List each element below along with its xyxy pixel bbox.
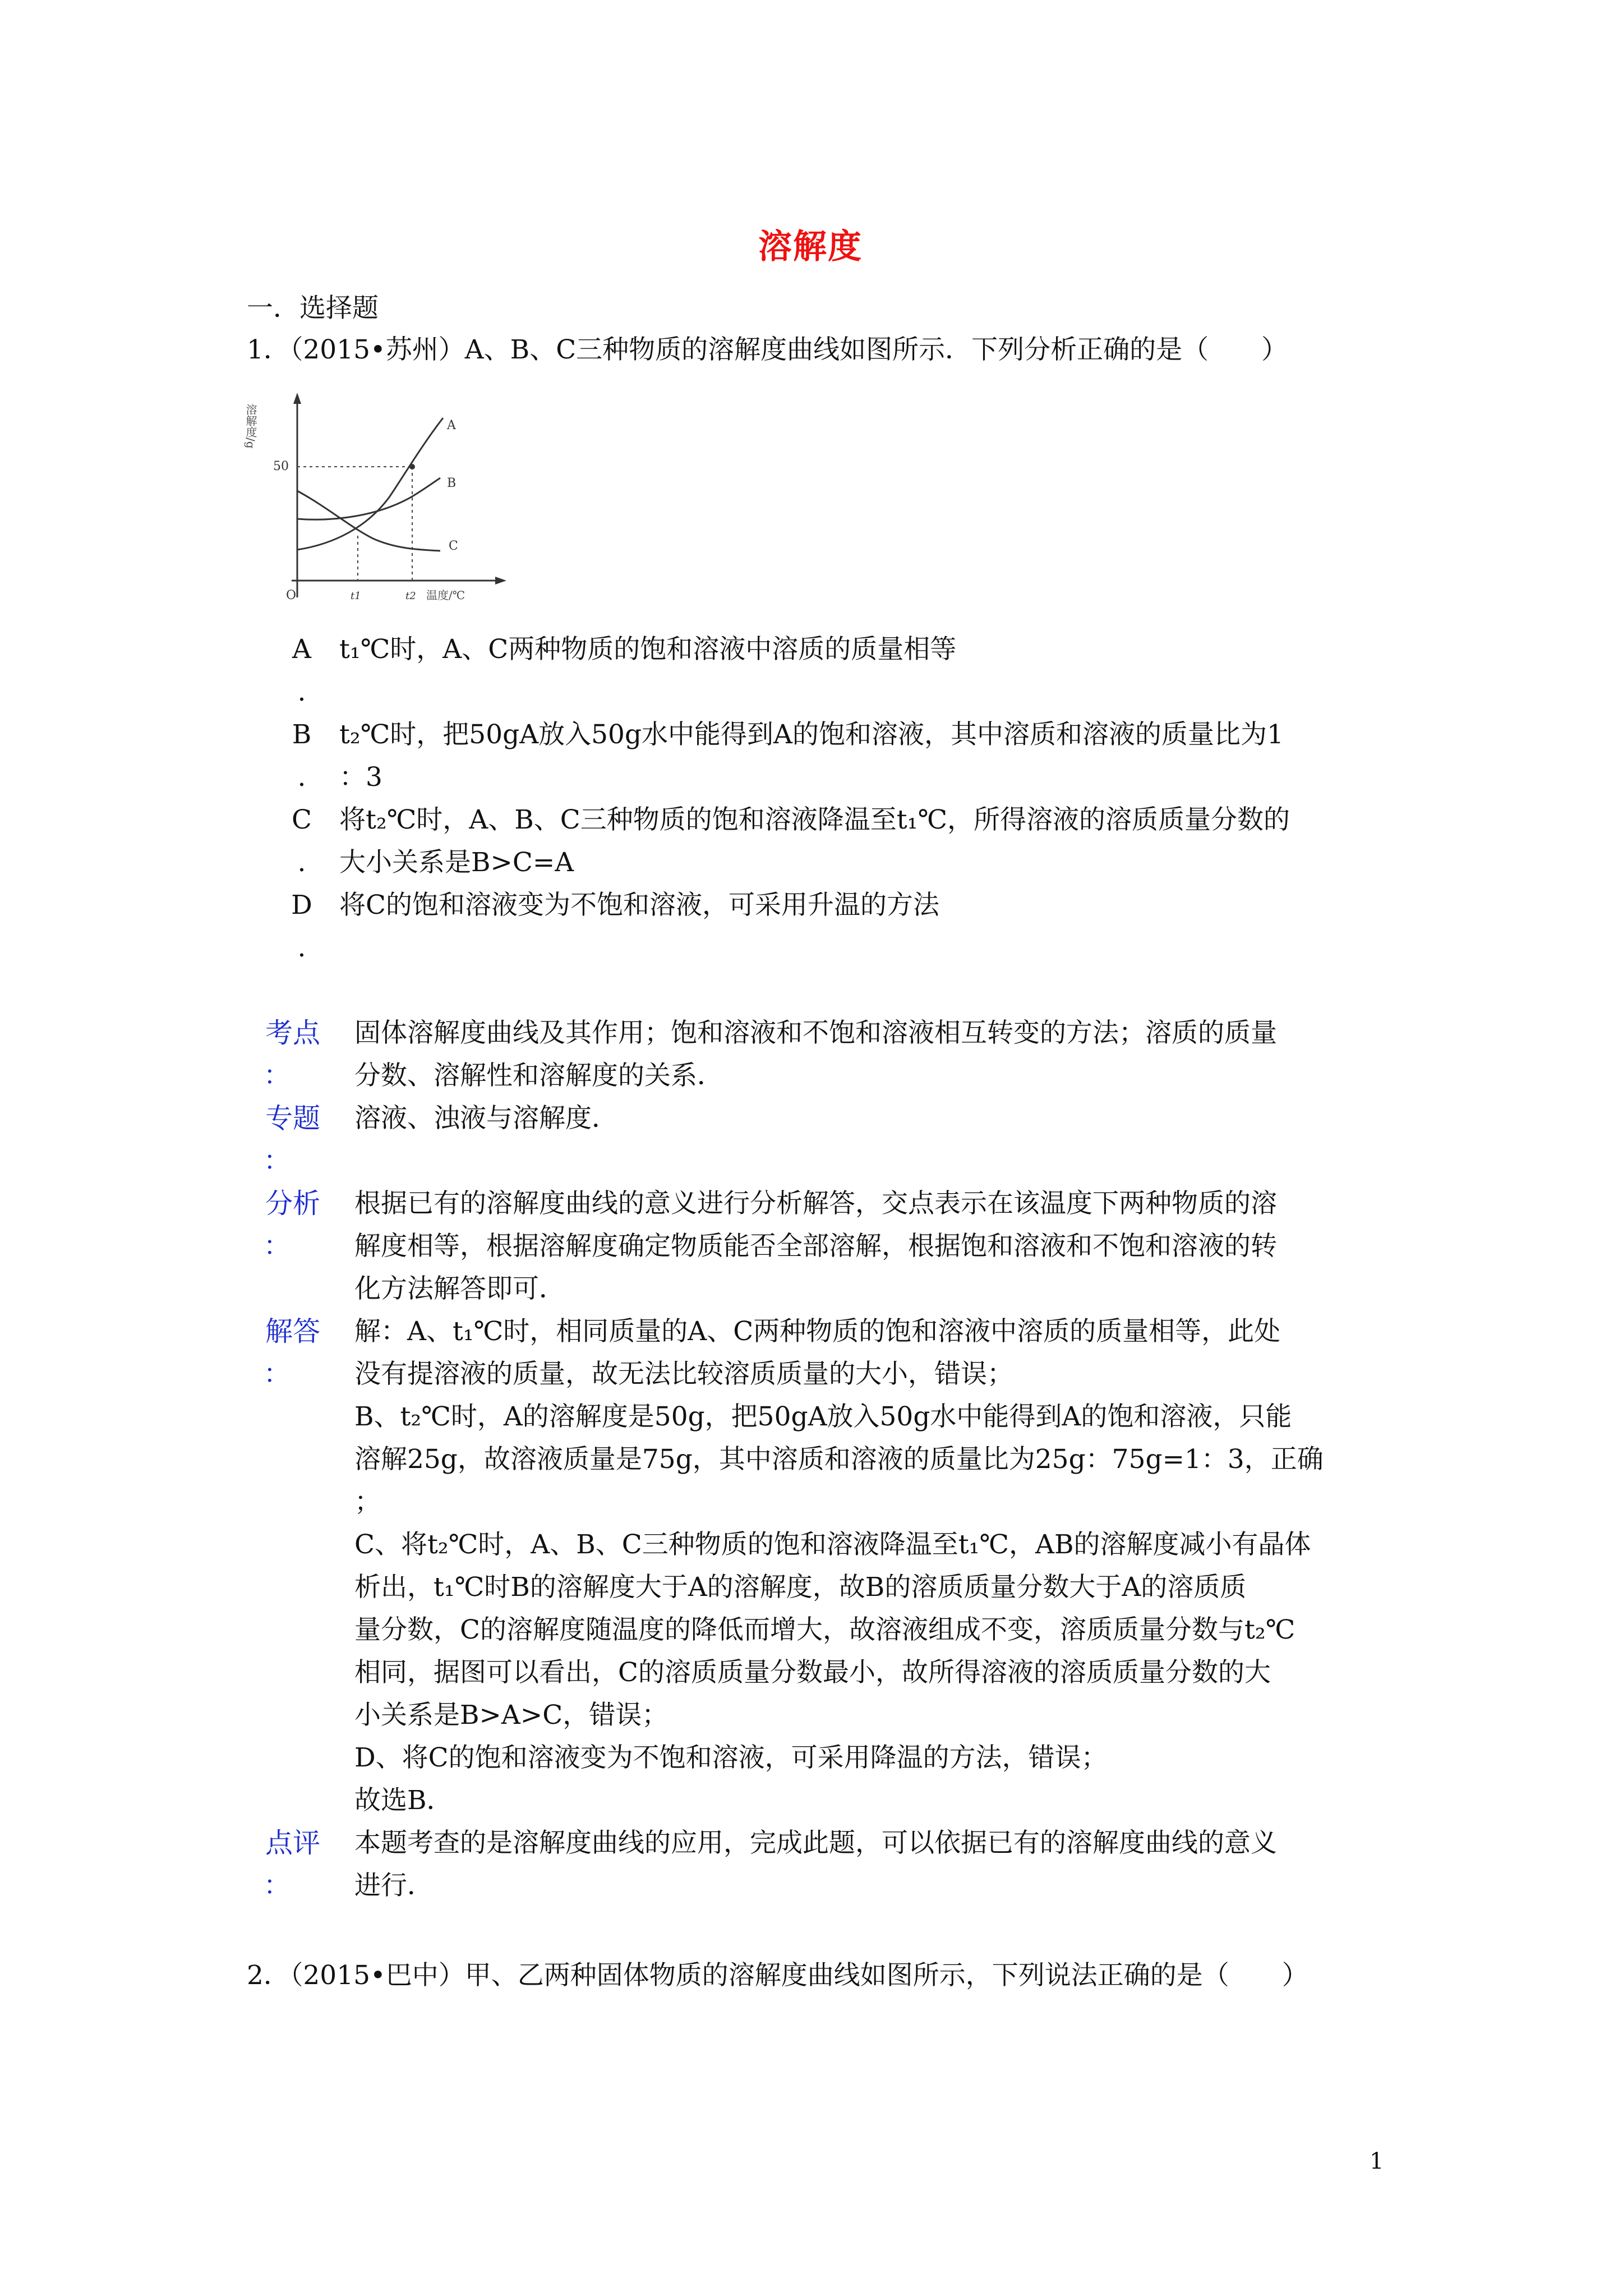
jieda-line-9: 相同，据图可以看出，C的溶质质量分数最小，故所得溶液的溶质质量分数的大 [354,1657,1271,1688]
option-b-letter: B [292,719,312,750]
solubility-curve-figure [238,387,508,611]
option-d-text: 将C的饱和溶液变为不饱和溶液，可采用升温的方法 [339,890,939,921]
option-c-letter: C [292,804,312,835]
option-d-letter: D [291,890,312,921]
fenxi-line-1: 根据已有的溶解度曲线的意义进行分析解答，交点表示在该温度下两种物质的溶 [354,1188,1277,1219]
jieda-line-2: 没有提溶液的质量，故无法比较溶质质量的大小，错误； [354,1359,1013,1389]
jieda-line-1: 解：A、t₁℃时，相同质量的A、C两种物质的饱和溶液中溶质的质量相等，此处 [354,1316,1281,1347]
zhuanti-line-1: 溶液、浊液与溶解度． [354,1103,618,1134]
zhuanti-colon: ： [264,1145,290,1176]
label-c: C [449,539,458,553]
fenxi-line-2: 解度相等，根据溶解度确定物质能否全部溶解，根据饱和溶液和不饱和溶液的转 [354,1231,1277,1262]
option-a-letter: A [292,634,311,665]
y-tick-50: 50 [273,459,289,473]
option-b-dot: . [297,762,306,793]
question-2-stem: 2．（2015•巴中）甲、乙两种固体物质的溶解度曲线如图所示，下列说法正确的是（ ） [247,1960,1308,1991]
jieda-line-5: ； [354,1487,381,1517]
jieda-line-3: B、t₂℃时，A的溶解度是50g，把50gA放入50g水中能得到A的饱和溶液，只能 [354,1401,1292,1432]
fenxi-line-3: 化方法解答即可． [354,1273,565,1304]
option-c-text: 将t₂℃时，A、B、C三种物质的饱和溶液降温至t₁℃，所得溶液的溶质质量分数的 [339,804,1290,835]
option-c-dot: . [297,847,306,878]
dianping-line-2: 进行． [354,1870,434,1901]
option-b-text-2: ：3 [339,762,382,793]
x-tick-t2: t2 [405,590,416,602]
page-number: 1 [1370,2148,1384,2174]
x-axis-label: 温度/℃ [426,588,465,602]
question-1-stem: 1．（2015•苏州）A、B、C三种物质的溶解度曲线如图所示．下列分析正确的是（ ） [247,334,1288,365]
curve-b [297,478,440,519]
option-b-text: t₂℃时，把50gA放入50g水中能得到A的饱和溶液，其中溶质和溶液的质量比为1 [339,719,1284,750]
section-heading: 一．选择题 [247,293,379,324]
jieda-line-10: 小关系是B>A>C，错误； [354,1700,668,1731]
curve-c [297,491,440,551]
fenxi-label: 分析 [265,1188,320,1220]
origin-label: O [286,588,297,602]
jieda-line-8: 量分数，C的溶解度随温度的降低而增大，故溶液组成不变，溶质质量分数与t₂℃ [354,1614,1295,1645]
dianping-label: 点评 [265,1827,320,1859]
label-b: B [447,476,457,490]
kaodian-label: 考点 [265,1017,320,1049]
y-axis-arrow [293,393,301,404]
x-axis-arrow [495,577,506,585]
jieda-line-4: 溶解25g，故溶液质量是75g，其中溶质和溶液的质量比为25g：75g=1：3，正确 [354,1444,1324,1475]
intersection-point [409,464,415,470]
option-a-text: t₁℃时，A、C两种物质的饱和溶液中溶质的质量相等 [339,634,957,665]
zhuanti-label: 专题 [265,1102,320,1134]
jieda-line-7: 析出，t₁℃时B的溶解度大于A的溶解度，故B的溶质质量分数大于A的溶质质 [354,1572,1247,1603]
x-tick-t1: t1 [351,590,361,602]
kaodian-line-1: 固体溶解度曲线及其作用；饱和溶液和不饱和溶液相互转变的方法；溶质的质量 [354,1018,1277,1048]
y-axis-label: 溶解度/g [244,404,257,449]
jieda-line-6: C、将t₂℃时，A、B、C三种物质的饱和溶液降温至t₁℃，AB的溶解度减小有晶体 [354,1529,1311,1560]
dianping-line-1: 本题考查的是溶解度曲线的应用，完成此题，可以依据已有的溶解度曲线的意义 [354,1828,1277,1858]
option-a-dot: . [297,677,306,707]
jieda-line-12: 故选B． [354,1785,453,1816]
jieda-line-11: D、将C的饱和溶液变为不饱和溶液，可采用降温的方法，错误； [354,1742,1108,1773]
fenxi-colon: ： [264,1231,290,1262]
dianping-colon: ： [264,1870,290,1901]
curve-a [297,418,443,550]
option-c-text-2: 大小关系是B>C=A [339,847,574,878]
jieda-label: 解答 [265,1315,320,1347]
kaodian-line-2: 分数、溶解性和溶解度的关系． [354,1060,723,1091]
option-d-dot: . [297,932,306,963]
page-title: 溶解度 [758,227,863,266]
jieda-colon: ： [264,1359,290,1389]
label-a: A [447,418,456,432]
kaodian-colon: ： [264,1060,290,1091]
